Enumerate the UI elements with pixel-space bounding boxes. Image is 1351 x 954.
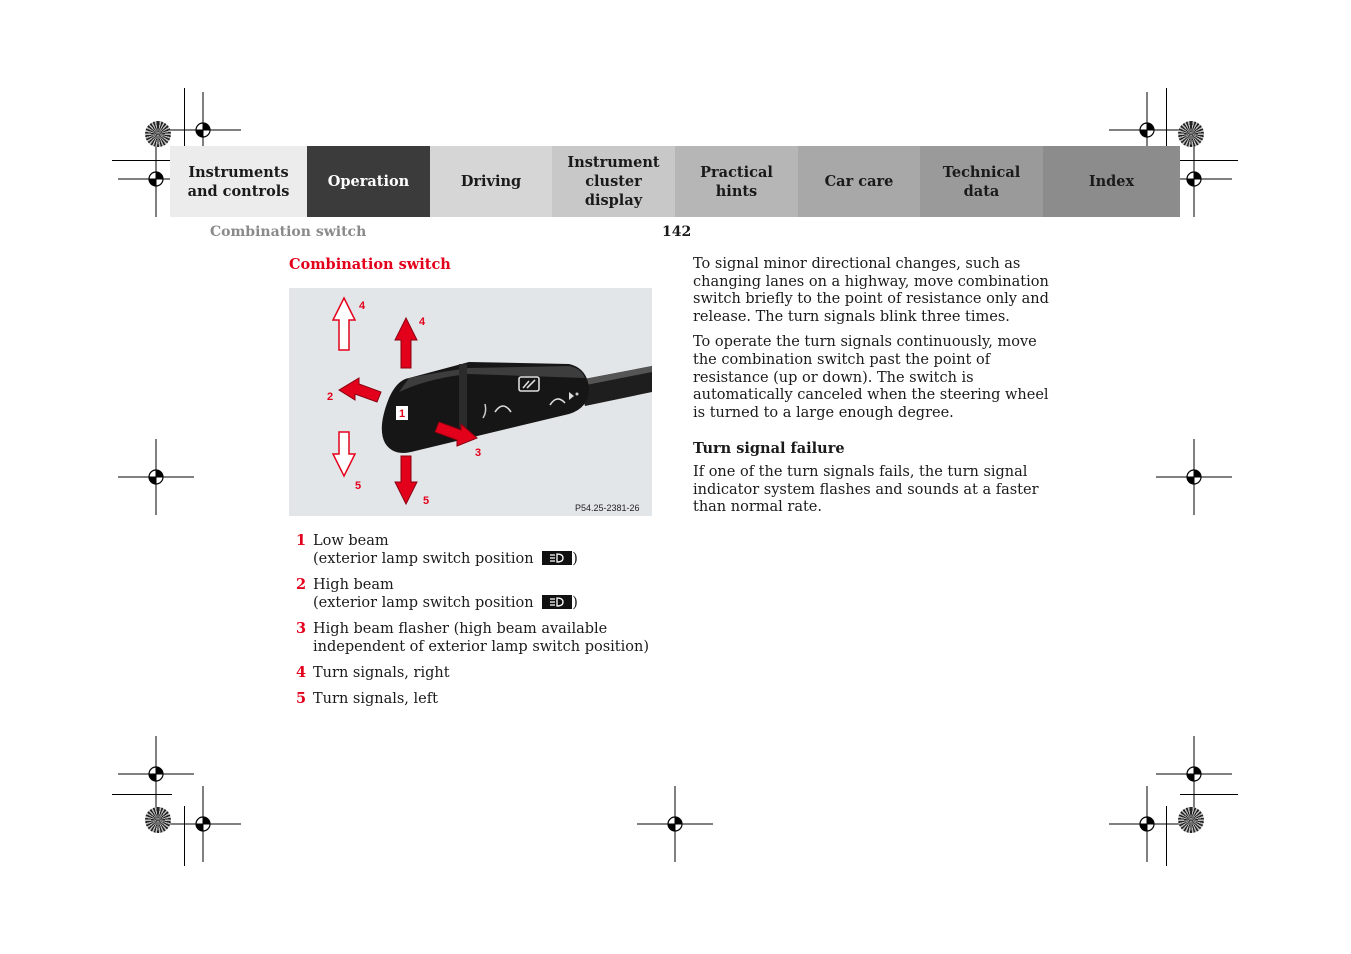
arrow-down-icon bbox=[395, 456, 417, 504]
legend-item bbox=[289, 532, 669, 568]
tab-instrument-cluster-display[interactable]: Instrument cluster display bbox=[552, 146, 675, 217]
callout-label: 2 bbox=[327, 391, 334, 403]
arrow-down-icon bbox=[333, 432, 355, 476]
registration-mark-icon bbox=[1107, 784, 1187, 864]
figure-code: P54.25-2381-26 bbox=[575, 503, 640, 513]
rosette-icon bbox=[145, 121, 171, 147]
tab-technical-data[interactable]: Technical data bbox=[920, 146, 1043, 217]
arrow-up-icon bbox=[333, 298, 355, 350]
legend-text: High beam flasher (high beam available independent of exterior lamp switch position) bbox=[313, 621, 649, 655]
registration-mark-icon bbox=[116, 437, 196, 517]
tab-operation[interactable]: Operation bbox=[307, 146, 430, 217]
callout-label: 1 bbox=[399, 408, 406, 420]
headlamp-symbol-icon bbox=[542, 551, 572, 565]
legend-text: Turn signals, right bbox=[313, 665, 450, 681]
subheading: Turn signal failure bbox=[693, 440, 845, 458]
callout-label: 5 bbox=[423, 495, 430, 507]
paragraph: To signal minor directional changes, such as changing lanes on a highway, move combination switch briefly to the point of resistance only and release. The turn signals blink three times. bbox=[693, 256, 1049, 325]
legend-text: Low beam (exterior lamp switch position ) bbox=[313, 533, 578, 567]
legend-number: 1 bbox=[295, 532, 307, 549]
legend-number: 2 bbox=[295, 576, 307, 593]
figure-legend bbox=[289, 532, 669, 716]
legend-item bbox=[289, 664, 669, 682]
headlamp-symbol-icon bbox=[542, 595, 572, 609]
rosette-icon bbox=[1178, 121, 1204, 147]
legend-number: 5 bbox=[295, 690, 307, 707]
right-column bbox=[693, 256, 1063, 525]
tab-car-care[interactable]: Car care bbox=[798, 146, 920, 217]
legend-number: 4 bbox=[295, 664, 307, 681]
paragraph: If one of the turn signals fails, the turn signal indicator system flashes and sounds at a faster than normal rate. bbox=[693, 463, 1039, 516]
page-number: 142 bbox=[662, 224, 692, 240]
paragraph: To operate the turn signals continuously, move the combination switch past the point of resistance (up or down). The switch is automatically canceled when the steering wheel is turned to a large enough degree. bbox=[693, 334, 1049, 421]
legend-item bbox=[289, 576, 669, 612]
section-title: Combination switch bbox=[289, 256, 451, 273]
legend-number: 3 bbox=[295, 620, 307, 637]
callout-label: 4 bbox=[419, 316, 426, 328]
registration-mark-icon bbox=[635, 784, 715, 864]
tab-practical-hints[interactable]: Practical hints bbox=[675, 146, 798, 217]
registration-mark-icon bbox=[163, 784, 243, 864]
legend-text: High beam (exterior lamp switch position ) bbox=[313, 577, 578, 611]
running-header-section: Combination switch bbox=[210, 224, 367, 240]
combination-switch-figure bbox=[289, 288, 652, 516]
callout-label: 3 bbox=[475, 447, 482, 459]
combination-switch-illustration bbox=[289, 288, 652, 516]
registration-mark-icon bbox=[1154, 437, 1234, 517]
rosette-icon bbox=[1178, 807, 1204, 833]
tab-instruments-and-controls[interactable]: Instruments and controls bbox=[170, 146, 307, 217]
arrow-left-icon bbox=[339, 378, 381, 402]
arrow-up-icon bbox=[395, 318, 417, 368]
callout-label: 5 bbox=[355, 480, 362, 492]
callout-label: 4 bbox=[359, 300, 366, 312]
chapter-nav bbox=[170, 146, 1180, 217]
legend-item bbox=[289, 690, 669, 708]
legend-text: Turn signals, left bbox=[313, 691, 438, 707]
rosette-icon bbox=[145, 807, 171, 833]
tab-driving[interactable]: Driving bbox=[430, 146, 552, 217]
tab-index[interactable]: Index bbox=[1043, 146, 1180, 217]
legend-item bbox=[289, 620, 669, 656]
